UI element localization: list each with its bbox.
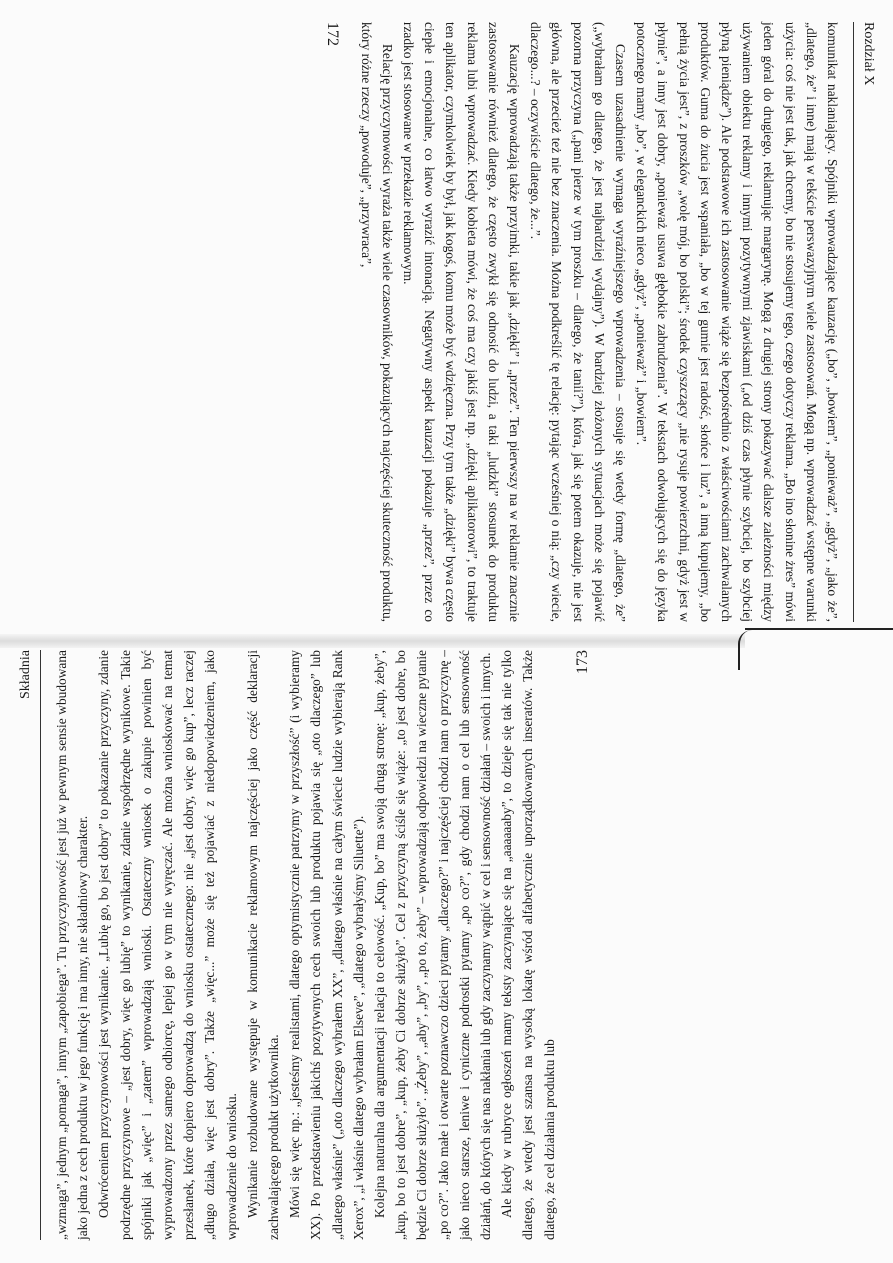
paragraph: Mówi się więc np.: „jesteśmy realistami, dlatego optymistycznie patrzymy w przyszłość” (i wybieramy XX). Po przedstawieniu jakichś pozytywnych cech swoich lub produktu pojawia się „oto dlaczego” lub „dlatego właśnie” („oto dlaczego wybrałem XX”, „dlatego właśnie na całym świecie ludzie wybierają Rank Xerox”, „i właśnie dlatego wybrałam Elseve”, „dlatego wybrałyśmy Siluette”). <box>287 650 366 1240</box>
page-number-right: 173 <box>573 650 591 674</box>
paragraph: Kolejna naturalna dla argumentacji relacja to celowość. „Kup, bo” ma swoją drugą stronę: „kup, żeby”, „kup, bo to jest dobre”, „kup, żeby Ci dobrze służyło”. Cel z przyczyną ściśle się wiąże: „to jest dobre, bo będzie Ci dobrze służyło”. „Żeby”, „aby”, „by”, „po to, żeby” – wprowadzają odpowiedzi na wieczne pytanie „po co?”. Jako małe i otwarte poznawczo dzieci pytamy „dlaczego?” i najczęściej chodzi nam o przyczynę – jako nieco starsze, leniwe i cyniczne podrostki pytamy „po co?”, gdy chodzi nam o cel lub sensowność działań, do których się nas nakłania lub gdy zaczynamy wątpić w cel i sensowność działań – swoich i innych. <box>372 650 494 1240</box>
paragraph: Relację przyczynowości wyraża także wiele czasowników, pokazujących najczęściej skuteczność produktu, który różne rzeczy „powoduje”, „przywraca”, <box>358 22 395 622</box>
paragraph: Czasem uzasadnienie wymaga wyraźniejszego wprowadzenia – stosuje się wtedy formę „dlatego, że” („wybrałam go dlatego, że jest najbardziej wydajny”). W bardziej złożonych sytuacjach może się pojawić pozorna przyczyna („pani pierze w tym proszku – dlatego, że tanii?”), która, jak się potem okazuje, nie jest główna, ale przecież też nie bez znaczenia. Można podkreślić tę relację: pytając wcześniej o nią: „czy wiecie, dlaczego...? – oczywiście dlatego, że...”. <box>528 22 628 622</box>
paragraph: Kauzację wprowadzają także przyimki, takie jak „dzięki” i „przez”. Ten pierwszy na w reklamie znacznie zastosowanie również dlatego, że często zwykł się odnosić do ludzi, a taki „ludzki” stosunek do produktu reklama lubi wprowadzać. Kiedy kobieta mówi, że coś ma czy jakiś jest np. „dzięki aplikatorowi”, to traktuje ten aplikator, czymkolwiek by był, jak kogoś, komu może być wdzięczna. Przy tym także „dzięki” bywa często ciepłe i emocjonalne, co łatwo wyrazić intonacją. Negatywny aspekt kauzacji pokazuje „przez”, przez co rzadko jest stosowane w przekazie reklamowym. <box>400 22 522 622</box>
right-page <box>0 640 893 1263</box>
right-page-body <box>51 650 560 1240</box>
paragraph: komunikat naklaniający. Spójniki wprowadzające kauzację („bo”, „bowiem”, „ponieważ”, „gdyż”, „jako że”, „dlatego, że” i inne) mają w tekście perswazyjnym wiele zastosowań. Mogą np. wprowadzać wstępne warunki użycia: coś nie jest tak, jak chcemy, bo nie stosujemy tego, czego dotyczy reklama. „Bo ino słonine żres” mówi jeden góral do drugiego, reklamując margarynę. Mogą z drugiej strony pokazywać dalsze zależności między używaniem obiektu reklamy i innymi pozytywnymi zjawiskami („od dziś czas płynie szybciej, bo szybciej płyną pieniądze”). Ale podstawowe ich zastosowanie wiąże się bezpośrednio z właściwościami zachwalanych produktów. Guma do żucia jest wspaniała, „bo w tej gumie jest radość, słońce i luz”, a inną kupujemy, „bo pełnią życia jest”, z proszków „wolę mój, bo polski”; środek czyszczący „nie rysuje powierzchni, gdyż jest w płynie”, a inny jest dobry, „ponieważ usuwa głębokie zabrudzenia”. W tekstach odwołujących się do języka potocznego mamy „bo”, w eleganckich nieco „gdyż”, „ponieważ” i „bowiem”. <box>634 22 840 622</box>
header-rule <box>853 22 854 622</box>
paragraph: Wynikanie rozbudowane występuje w komunikacie reklamowym najczęściej jako część deklaracji zachwalającego produkt użytkownika. <box>244 650 282 1240</box>
paragraph: Ale kiedy w rubryce ogłoszeń mamy teksty zaczynające się na „aaaaaaby”, to dzieje się tak nie tylko dlatego, że wtedy jest szansa na wysoką lokatę wśród alfabetycznie uporządkowanych inseratów. Także dlatego, że cel działania produktu lub <box>499 650 557 1240</box>
header-rule <box>40 650 41 1240</box>
paragraph: Odwróceniem przyczynowości jest wynikanie. „Lubię go, bo jest dobry” to pokazanie przyczyny, zdanie podrzędne przyczynowe – „jest dobry, więc go lubię” to wynikanie, zdanie współrzędne wynikowe. Takie spójniki jak „więc” i „zatem” wprowadzają wnioski. Ostateczny wniosek o zakupie powinien być wyprowadzony przez samego odbiorcę, lepiej go w tym nie wyręczać. Ale można wnioskować na temat przesłanek, które dopiero doprowadzą do wniosku ostatecznego: nie „jest dobry, więc go kup”, lecz raczej „długo działa, więc jest dobry”. Także „więc...” może się też pojawiać z niedopowiedzeniem, jako wprowadzenie do wniosku. <box>96 650 239 1240</box>
page-number-left: 172 <box>324 22 342 46</box>
running-head-right: Składnia <box>18 650 33 699</box>
paragraph: „wzmaga”, jednym „pomaga”, innym „zapobiega”. Tu przyczynowość jest już w pewnym sensie wbudowana jako jedna z cech produktu w jego funkcję i ma inny, nie składniowy charakter. <box>54 650 91 1240</box>
running-head-left: Rozdział X <box>861 22 876 86</box>
left-page-content <box>96 22 876 622</box>
left-page-body <box>355 22 843 622</box>
right-page-content <box>18 650 878 1240</box>
gutter-line <box>745 628 893 630</box>
